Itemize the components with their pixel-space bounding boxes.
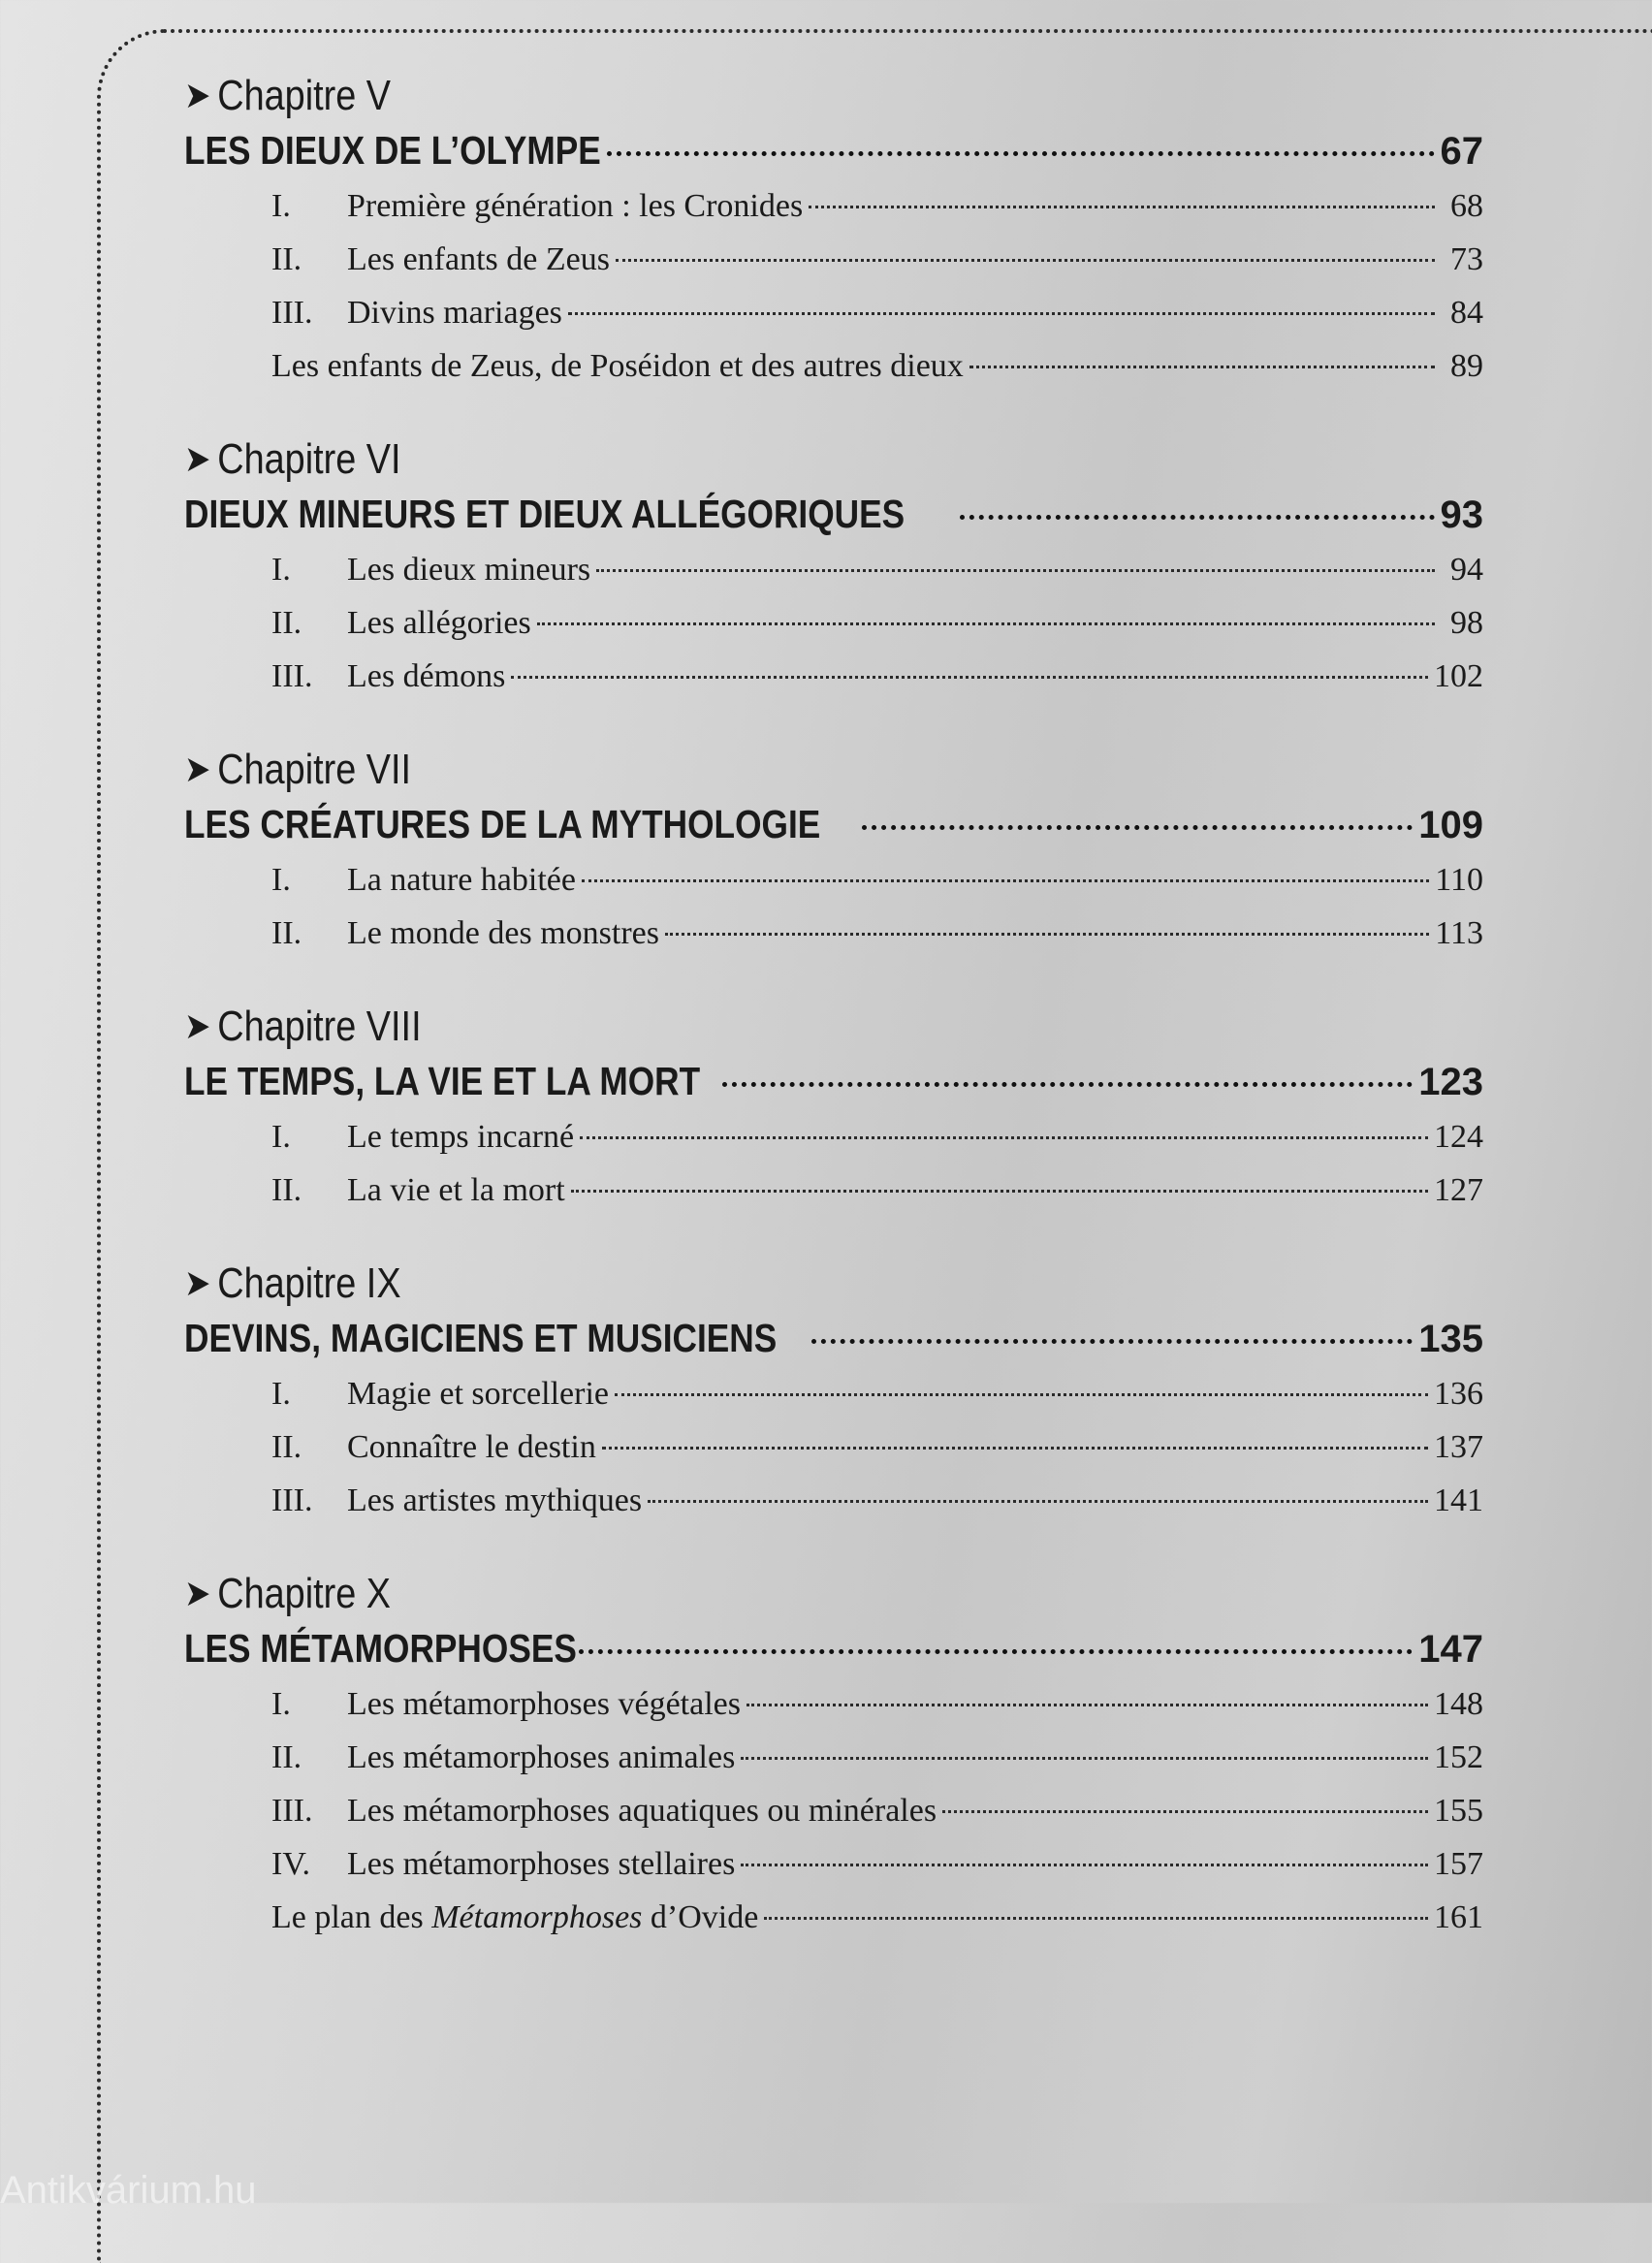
section-page-number: 127 [1434,1172,1483,1208]
section-title: Divins mariages [347,295,562,331]
section-title: Le temps incarné [347,1119,575,1155]
section-row [184,1367,1483,1420]
chapter-title-row [184,122,1483,179]
dot-leader [596,569,1435,572]
chapter-page-number: 147 [1418,1628,1483,1671]
chapter-label [184,1258,1301,1310]
chapter-label [184,744,1301,796]
section-number: II. [271,1739,302,1775]
section-page-number: 98 [1450,605,1483,641]
section-number: II. [271,1429,302,1465]
section-number: III. [271,658,313,694]
chapter-title: LES MÉTAMORPHOSES [184,1626,577,1671]
section-row [184,907,1483,960]
table-of-contents [184,70,1483,1985]
chapter-block [184,70,1483,393]
section-title: Les enfants de Zeus, de Poséidon et des autres dieux [271,348,964,384]
section-title: Les enfants de Zeus [347,241,610,277]
dot-leader [809,206,1435,208]
section-row [184,1110,1483,1163]
section-page-number: 73 [1450,241,1483,277]
section-number: I. [271,1686,291,1722]
dot-leader [602,1447,1428,1450]
section-number: I. [271,1119,291,1155]
section-page-number: 110 [1435,862,1483,898]
section-page-number: 113 [1435,915,1483,951]
section-number: II. [271,605,302,641]
section-row [184,543,1483,596]
arrow-icon: ➤ [184,749,211,790]
section-row [184,1784,1483,1837]
arrow-icon: ➤ [184,439,211,480]
dot-leader [747,1704,1428,1706]
section-title: Les artistes mythiques [347,1482,643,1518]
dot-leader [568,312,1435,315]
section-number: II. [271,1172,302,1208]
dot-leader [764,1917,1428,1920]
section-title: Les dieux mineurs [347,552,591,588]
section-title: Les métamorphoses aquatiques ou minérales [347,1793,937,1829]
chapter-label-text: Chapitre VIII [217,1003,422,1050]
section-row [184,286,1483,339]
section-page-number: 136 [1434,1376,1483,1412]
arrow-icon: ➤ [184,76,211,116]
section-row [184,1677,1483,1731]
section-number: III. [271,295,313,331]
watermark: Antikvárium.hu [0,2169,257,2212]
section-page-number: 89 [1450,348,1483,384]
chapter-block [184,1001,1483,1217]
arrow-icon: ➤ [184,1006,211,1047]
section-page-number: 152 [1434,1739,1483,1775]
dot-leader [607,151,1435,156]
section-page-number: 155 [1434,1793,1483,1829]
chapter-label-text: Chapitre X [217,1570,392,1617]
section-title: Magie et sorcellerie [347,1376,609,1412]
chapter-block [184,1258,1483,1527]
chapter-title-row [184,796,1483,853]
section-title: Les métamorphoses végétales [347,1686,741,1722]
section-title: Les métamorphoses stellaires [347,1846,736,1882]
chapter-title-row [184,1620,1483,1677]
dot-leader [960,515,1434,520]
section-row [184,233,1483,286]
chapter-label [184,1568,1301,1620]
section-number: I. [271,862,291,898]
chapter-label [184,433,1301,486]
chapter-title: DEVINS, MAGICIENS ET MUSICIENS [184,1316,778,1360]
dot-leader [582,879,1429,882]
dot-leader [969,366,1435,368]
chapter-title-row [184,1310,1483,1367]
chapter-block [184,433,1483,703]
section-row [184,596,1483,650]
arrow-icon: ➤ [184,1574,211,1614]
section-title: Le monde des monstres [347,915,659,951]
dot-leader [862,825,1413,830]
dot-leader [571,1190,1428,1193]
section-title: Le plan des Métamorphoses d’Ovide [271,1899,759,1935]
chapter-label-text: Chapitre IX [217,1259,401,1307]
section-row [184,339,1483,393]
dot-leader [741,1864,1428,1866]
dot-leader [511,676,1428,679]
section-number: II. [271,915,302,951]
section-number: IV. [271,1846,310,1882]
chapter-page-number: 123 [1418,1061,1483,1103]
dot-leader [722,1082,1413,1087]
chapter-label-text: Chapitre VII [217,746,412,793]
section-row [184,853,1483,907]
section-number: I. [271,188,291,224]
section-page-number: 161 [1434,1899,1483,1935]
chapter-page-number: 135 [1418,1318,1483,1360]
dot-leader [741,1757,1428,1760]
chapter-block [184,744,1483,960]
chapter-title: LE TEMPS, LA VIE ET LA MORT [184,1059,701,1103]
section-number: I. [271,1376,291,1412]
section-page-number: 141 [1434,1482,1483,1518]
section-title: Première génération : les Cronides [347,188,804,224]
chapter-page-number: 93 [1440,494,1483,536]
chapter-label-text: Chapitre V [217,72,392,119]
section-row [184,1891,1483,1944]
section-number: I. [271,552,291,588]
section-row [184,650,1483,703]
chapter-title: LES DIEUX DE L’OLYMPE [184,128,601,173]
section-page-number: 137 [1434,1429,1483,1465]
section-row [184,1731,1483,1784]
dot-leader [537,622,1435,625]
dot-leader [616,259,1435,262]
section-number: III. [271,1793,313,1829]
section-page-number: 68 [1450,188,1483,224]
section-title: La nature habitée [347,862,576,898]
section-page-number: 124 [1434,1119,1483,1155]
dot-leader [580,1136,1428,1139]
chapter-label-text: Chapitre VI [217,435,401,483]
chapter-title: DIEUX MINEURS ET DIEUX ALLÉGORIQUES [184,492,905,536]
section-title: Les démons [347,658,506,694]
section-page-number: 148 [1434,1686,1483,1722]
section-page-number: 157 [1434,1846,1483,1882]
chapter-title-row [184,1053,1483,1110]
chapter-title: LES CRÉATURES DE LA MYTHOLOGIE [184,802,821,846]
arrow-icon: ➤ [184,1263,211,1304]
dot-leader [615,1393,1428,1396]
section-number: II. [271,241,302,277]
chapter-title-row [184,486,1483,543]
chapter-label [184,1001,1301,1053]
section-title: Connaître le destin [347,1429,596,1465]
chapter-page-number: 67 [1440,130,1483,173]
section-page-number: 94 [1450,552,1483,588]
section-title: Les allégories [347,605,531,641]
section-page-number: 84 [1450,295,1483,331]
dot-leader [579,1649,1413,1654]
section-row [184,1837,1483,1891]
dot-leader [648,1500,1428,1503]
dot-leader [942,1810,1428,1813]
dot-leader [665,933,1429,936]
chapter-label [184,70,1301,122]
chapter-page-number: 109 [1418,804,1483,846]
section-row [184,1474,1483,1527]
dot-leader [811,1339,1413,1344]
section-row [184,1163,1483,1217]
section-row [184,1420,1483,1474]
section-row [184,179,1483,233]
section-number: III. [271,1482,313,1518]
section-title: Les métamorphoses animales [347,1739,736,1775]
section-page-number: 102 [1434,658,1483,694]
section-title: La vie et la mort [347,1172,565,1208]
chapter-block [184,1568,1483,1944]
